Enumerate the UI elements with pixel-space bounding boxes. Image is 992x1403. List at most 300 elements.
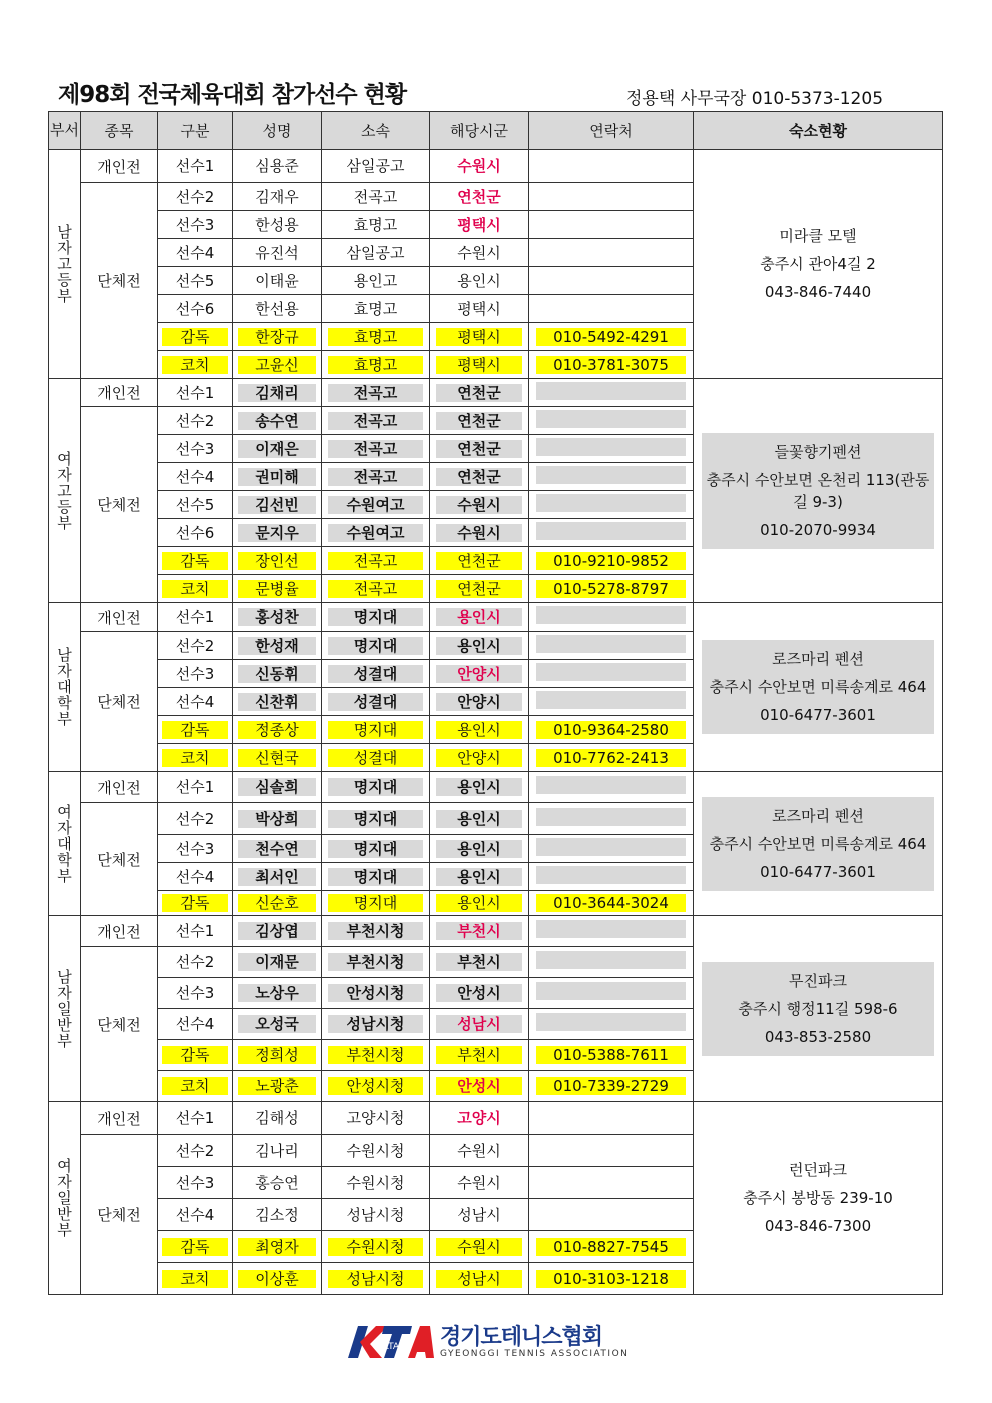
name-cell [233,1231,322,1263]
role-cell-value: 선수6 [175,523,215,542]
phone-cell-value [536,635,687,653]
name-cell-value: 최서인 [238,868,315,886]
name-cell [233,803,322,835]
role-cell [158,463,233,491]
name-cell-value: 박상희 [238,810,315,828]
city-cell-value: 수원시 [436,496,522,514]
event-cell [81,603,158,632]
role-cell [158,407,233,435]
team-cell [322,575,430,603]
role-cell-value: 코치 [162,580,227,598]
city-cell [430,267,529,295]
city-cell [430,407,529,435]
name-cell [233,1199,322,1231]
name-cell-value: 한성용 [255,215,299,234]
city-cell [430,660,529,688]
lodging-address: 충주시 수안보면 온천리 113(관동길 9-3) [706,470,930,511]
name-cell-value: 심용준 [255,157,299,175]
name-cell-value: 김상엽 [238,922,315,940]
role-cell [158,603,233,632]
lodging-address: 충주시 행정11길 598-6 [738,999,898,1018]
city-cell [430,1135,529,1167]
phone-cell [529,519,694,547]
team-cell [322,891,430,916]
team-cell [322,916,430,947]
city-cell [430,1199,529,1231]
role-cell-value: 선수3 [175,439,215,458]
name-cell [233,183,322,211]
name-cell [233,660,322,688]
name-cell-value: 노상우 [238,984,315,1002]
name-cell-value: 홍승연 [255,1173,299,1192]
team-cell [322,379,430,407]
name-cell [233,547,322,575]
division-label: 남자대학부 [57,646,72,728]
city-cell [430,1102,529,1135]
phone-cell-value [536,663,687,681]
team-cell [322,407,430,435]
event-cell [81,407,158,603]
team-cell-value: 명지대 [328,721,422,739]
phone-cell-value: 010-3644-3024 [536,894,687,912]
phone-cell [529,772,694,803]
city-cell [430,519,529,547]
role-cell-value: 선수1 [175,778,215,796]
city-cell-value: 수원시 [457,1141,501,1160]
team-cell [322,351,430,379]
city-cell-value: 연천군 [436,384,522,402]
col-header: 부서 [49,112,81,150]
team-cell-value: 명지대 [328,894,422,912]
name-cell [233,603,322,632]
phone-cell [529,891,694,916]
city-cell-value: 평택시 [457,299,501,318]
role-cell [158,1231,233,1263]
team-cell [322,323,430,351]
col-header: 성명 [233,112,322,150]
team-cell [322,978,430,1009]
lodging-phone: 010-2070-9934 [760,520,876,539]
role-cell [158,916,233,947]
team-cell-value: 수원시청 [346,1173,405,1192]
phone-cell-value: 010-5388-7611 [536,1046,687,1064]
city-cell [430,351,529,379]
name-cell-value: 김재우 [255,187,299,206]
role-cell [158,891,233,916]
name-cell-value: 신찬휘 [238,693,315,711]
role-cell [158,772,233,803]
phone-cell [529,323,694,351]
team-cell [322,1167,430,1199]
event-label: 개인전 [97,608,141,627]
role-cell-value: 선수1 [175,922,215,940]
team-cell-value: 명지대 [328,778,422,796]
role-cell-value: 감독 [162,328,227,346]
team-cell-value: 성남시청 [328,1270,422,1288]
lodging-address: 충주시 봉방동 239-10 [743,1189,893,1207]
name-cell [233,863,322,891]
name-cell-value: 김채리 [238,384,315,402]
col-header: 구분 [158,112,233,150]
role-cell [158,211,233,239]
team-cell [322,660,430,688]
logo-name-ko: 경기도테니스협회 [440,1325,603,1350]
phone-cell-value [536,838,687,856]
event-label: 단체전 [97,693,141,711]
phone-cell [529,183,694,211]
city-cell-value: 용인시 [436,894,522,912]
team-cell [322,547,430,575]
phone-cell-value: 010-9364-2580 [536,721,687,739]
team-cell-value: 삼일공고 [346,157,405,175]
logo-mark-text: KTA [382,1342,400,1352]
phone-cell-value [536,776,687,794]
city-cell-value: 안양시 [436,693,522,711]
phone-cell [529,491,694,519]
role-cell-value: 선수3 [175,215,215,234]
event-cell [81,1135,158,1295]
role-cell-value: 코치 [162,749,227,767]
city-cell-value: 용인시 [436,637,522,655]
city-cell-value: 용인시 [436,868,522,886]
col-header: 해당시군 [430,112,529,150]
team-cell [322,1071,430,1102]
team-cell-value: 효명고 [328,356,422,374]
team-cell-value: 수원시청 [328,1238,422,1256]
name-cell [233,772,322,803]
city-cell [430,183,529,211]
phone-cell [529,547,694,575]
name-cell [233,267,322,295]
phone-cell [529,295,694,323]
phone-cell [529,1231,694,1263]
team-cell-value: 명지대 [328,840,422,858]
team-cell [322,632,430,660]
division-cell [49,150,81,379]
city-cell [430,1040,529,1071]
city-cell [430,1263,529,1295]
name-cell [233,150,322,183]
city-cell [430,803,529,835]
phone-cell [529,575,694,603]
phone-cell-value: 010-5278-8797 [536,580,687,598]
city-cell-value: 평택시 [436,356,522,374]
team-cell [322,267,430,295]
table-row [49,150,943,183]
name-cell-value: 홍성찬 [238,608,315,626]
city-cell-value: 성남시 [457,1205,501,1224]
city-cell-value: 고양시 [457,1109,501,1127]
name-cell [233,463,322,491]
phone-cell [529,1102,694,1135]
team-cell [322,744,430,772]
name-cell-value: 천수연 [238,840,315,858]
phone-cell-value [536,522,687,540]
team-cell-value: 성남시청 [328,1015,422,1033]
name-cell [233,211,322,239]
team-cell [322,1040,430,1071]
city-cell-value: 부천시 [436,1046,522,1064]
phone-cell-value [536,382,687,400]
name-cell [233,1071,322,1102]
division-label: 남자일반부 [57,967,72,1050]
team-cell-value: 전곡고 [328,580,422,598]
phone-cell [529,947,694,978]
city-cell-value: 수원시 [457,1173,501,1192]
team-cell-value: 부천시청 [328,1046,422,1064]
phone-cell [529,211,694,239]
name-cell [233,891,322,916]
city-cell [430,239,529,267]
name-cell-value: 한선용 [255,299,299,318]
team-cell [322,491,430,519]
name-cell [233,716,322,744]
role-cell [158,632,233,660]
role-cell-value: 코치 [162,356,227,374]
lodging-phone: 010-6477-3601 [760,706,876,724]
lodging-box [702,433,934,549]
phone-cell [529,463,694,491]
name-cell [233,1040,322,1071]
role-cell [158,547,233,575]
phone-cell-value: 010-3103-1218 [536,1270,687,1288]
team-cell [322,688,430,716]
team-cell [322,835,430,863]
phone-cell [529,1263,694,1295]
phone-cell [529,407,694,435]
city-cell-value: 용인시 [436,778,522,796]
event-label: 단체전 [97,850,141,869]
role-cell-value: 선수2 [175,809,215,828]
phone-cell-value [536,808,687,826]
team-cell-value: 전곡고 [328,552,422,570]
role-cell [158,744,233,772]
city-cell [430,916,529,947]
team-cell [322,803,430,835]
city-cell-value: 용인시 [457,271,501,290]
name-cell [233,323,322,351]
team-cell-value: 성결대 [328,693,422,711]
name-cell-value: 심솔희 [238,778,315,796]
role-cell-value: 코치 [162,1077,227,1095]
name-cell-value: 문병율 [238,580,315,598]
phone-cell [529,835,694,863]
event-label: 개인전 [97,157,141,176]
team-cell-value: 명지대 [328,868,422,886]
phone-cell-value [536,606,687,624]
role-cell [158,519,233,547]
team-cell-value: 전곡고 [353,187,398,206]
team-cell [322,1102,430,1135]
table-row [49,1102,943,1135]
phone-cell [529,239,694,267]
phone-cell [529,716,694,744]
team-cell [322,716,430,744]
event-label: 단체전 [97,272,141,290]
city-cell [430,835,529,863]
name-cell-value: 김나리 [255,1141,299,1160]
role-cell [158,1102,233,1135]
division-label: 여자고등부 [57,449,72,532]
role-cell [158,295,233,323]
city-cell-value: 성남시 [436,1015,522,1033]
event-cell [81,150,158,183]
team-cell [322,1263,430,1295]
table-header-row [49,112,943,150]
event-cell [81,183,158,379]
city-cell-value: 부천시 [436,922,522,940]
role-cell [158,660,233,688]
lodging-box [702,962,934,1056]
lodging-name: 로즈마리 펜션 [772,650,864,668]
lodging-phone: 043-853-2580 [764,1027,872,1046]
city-cell-value: 용인시 [436,840,522,858]
phone-cell [529,744,694,772]
team-cell-value: 성남시청 [346,1205,405,1224]
name-cell-value: 유진석 [255,243,299,262]
event-cell [81,379,158,407]
phone-cell [529,603,694,632]
division-cell [49,603,81,772]
city-cell-value: 연천군 [436,468,522,486]
team-cell [322,947,430,978]
name-cell-value: 김소정 [255,1205,299,1224]
name-cell-value: 권미해 [238,468,315,486]
lodging-box [702,1151,934,1245]
team-cell [322,1199,430,1231]
table-row [49,603,943,632]
division-label: 여자대학부 [57,802,72,885]
name-cell-value: 이상훈 [238,1270,315,1288]
name-cell [233,632,322,660]
phone-cell [529,435,694,463]
city-cell-value: 연천군 [457,187,501,206]
role-cell-value: 선수4 [175,1015,215,1033]
lodging-name: 들꽃향기펜션 [774,442,862,461]
phone-cell [529,688,694,716]
city-cell [430,744,529,772]
city-cell-value: 용인시 [436,810,522,828]
city-cell-value: 평택시 [436,328,522,346]
lodging-cell [694,916,943,1102]
role-cell [158,575,233,603]
team-cell-value: 효명고 [353,299,398,318]
lodging-phone: 043-846-7440 [764,283,872,301]
name-cell-value: 송수연 [238,412,315,430]
team-cell [322,1135,430,1167]
city-cell [430,575,529,603]
team-cell [322,239,430,267]
city-cell-value: 안성시 [436,1077,522,1095]
phone-cell [529,1009,694,1040]
city-cell [430,491,529,519]
phone-cell [529,1071,694,1102]
role-cell-value: 선수4 [175,1205,215,1224]
phone-cell-value [536,494,687,512]
team-cell-value: 부천시청 [328,953,422,971]
event-cell [81,1102,158,1135]
event-cell [81,947,158,1102]
name-cell [233,978,322,1009]
phone-cell [529,150,694,183]
name-cell [233,575,322,603]
phone-cell [529,863,694,891]
city-cell-value: 수원시 [436,524,522,542]
role-cell-value: 선수5 [175,271,215,290]
name-cell [233,1263,322,1295]
city-cell [430,891,529,916]
city-cell-value: 성남시 [436,1270,522,1288]
role-cell-value: 감독 [162,721,227,739]
name-cell-value: 고윤신 [238,356,315,374]
phone-cell [529,351,694,379]
name-cell-value: 최영자 [238,1238,315,1256]
phone-cell-value: 010-7762-2413 [536,749,687,767]
city-cell [430,435,529,463]
name-cell-value: 신순호 [238,894,315,912]
role-cell [158,239,233,267]
role-cell [158,351,233,379]
city-cell [430,379,529,407]
role-cell-value: 선수3 [175,664,215,683]
name-cell [233,295,322,323]
name-cell [233,835,322,863]
phone-cell [529,916,694,947]
role-cell [158,1071,233,1102]
role-cell-value: 선수4 [175,243,215,262]
role-cell-value: 선수6 [175,299,215,318]
phone-cell-value: 010-3781-3075 [536,356,687,374]
team-cell-value: 명지대 [328,608,422,626]
phone-cell [529,1135,694,1167]
team-cell-value: 전곡고 [328,412,422,430]
role-cell-value: 선수5 [175,495,215,514]
city-cell [430,463,529,491]
role-cell [158,1135,233,1167]
city-cell [430,947,529,978]
lodging-cell [694,772,943,916]
role-cell [158,1009,233,1040]
name-cell [233,1009,322,1040]
team-cell-value: 전곡고 [328,384,422,402]
city-cell-value: 수원시 [457,157,501,175]
division-label: 여자일반부 [57,1157,72,1239]
name-cell [233,491,322,519]
lodging-name: 무진파크 [789,971,847,990]
city-cell [430,688,529,716]
city-cell-value: 연천군 [436,552,522,570]
division-cell [49,379,81,603]
lodging-cell [694,379,943,603]
name-cell-value: 신동휘 [238,665,315,683]
city-cell [430,1071,529,1102]
role-cell-value: 선수2 [175,1141,215,1160]
name-cell-value: 장인선 [238,552,315,570]
phone-cell-value: 010-8827-7545 [536,1238,687,1256]
team-cell [322,150,430,183]
name-cell [233,688,322,716]
division-cell [49,1102,81,1295]
table-row [49,772,943,803]
team-cell-value: 부천시청 [328,922,422,940]
role-cell-value: 선수1 [175,1109,215,1127]
division-cell [49,916,81,1102]
role-cell-value: 선수3 [175,839,215,858]
phone-cell [529,379,694,407]
city-cell-value: 부천시 [436,953,522,971]
lodging-box [702,797,934,891]
role-cell [158,491,233,519]
